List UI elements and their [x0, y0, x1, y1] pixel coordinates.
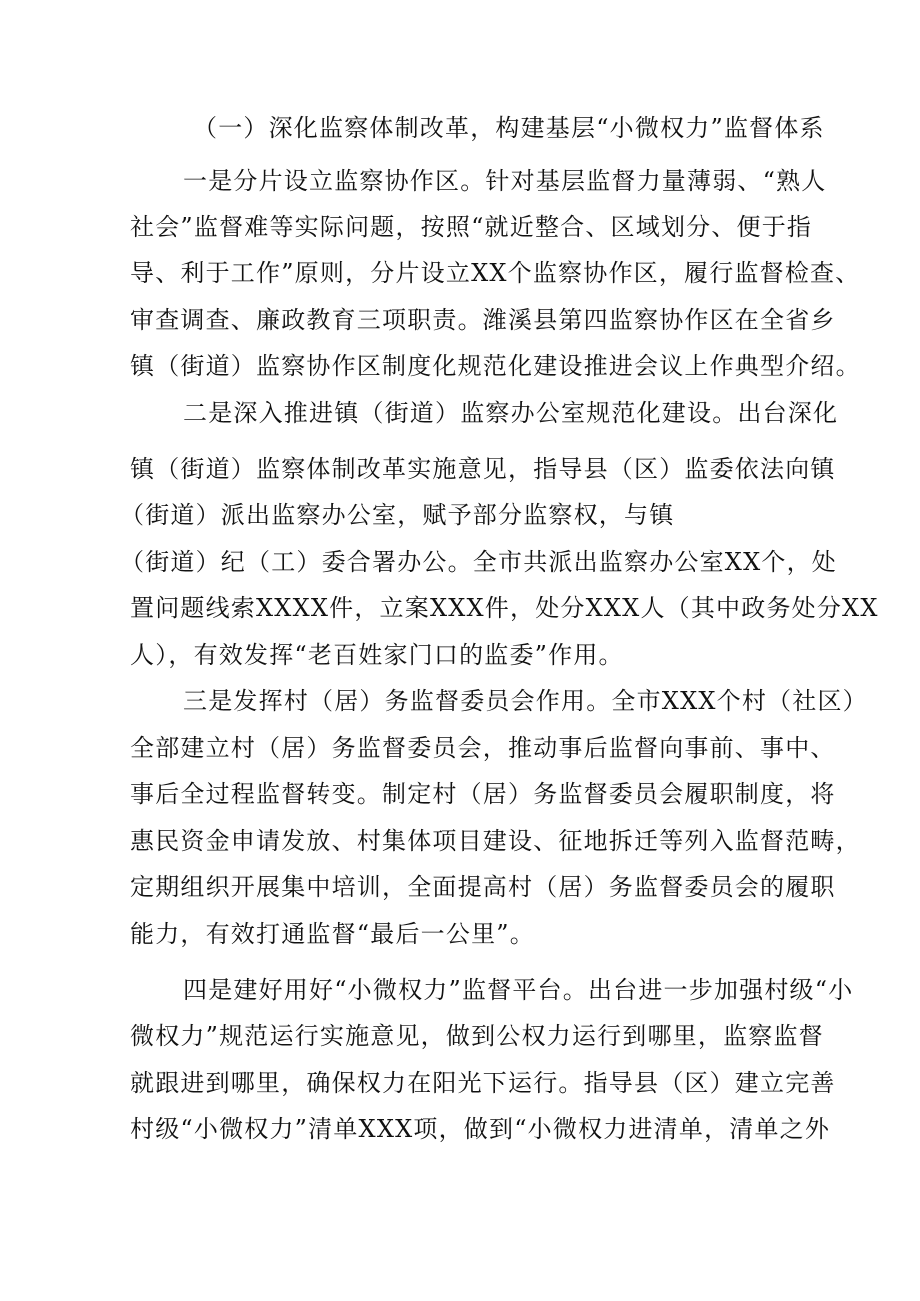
- paragraph-line: 三是发挥村（居）务监督委员会作用。全市XXX个村（社区）: [183, 687, 868, 715]
- paragraph-line: 全部建立村（居）务监督委员会，推动事后监督向事前、事中、: [130, 734, 836, 762]
- paragraph-line: 村级“小微权力”清单XXX项，做到“小微权力进清单，清单之外: [130, 1115, 831, 1143]
- section-heading: （一）深化监察体制改革，构建基层“小微权力”监督体系: [193, 114, 825, 142]
- paragraph-line: 置问题线索XXXX件，立案XXX件，处分XXX人（其中政务处分XX: [130, 594, 879, 622]
- paragraph-line: 镇（街道）监察协作区制度化规范化建设推进会议上作典型介绍。: [130, 352, 861, 380]
- paragraph-line: 社会”监督难等实际问题，按照“就近整合、区域划分、便于指: [130, 213, 813, 241]
- paragraph-line: 人），有效发挥“老百姓家门口的监委”作用。: [130, 641, 624, 669]
- paragraph-line: 能力，有效打通监督“最后一公里”。: [130, 920, 535, 948]
- paragraph-line: 事后全过程监督转变。制定村（居）务监督委员会履职制度，将: [130, 780, 836, 808]
- paragraph-line: 审查调查、廉政教育三项职责。潍溪县第四监察协作区在全省乡: [130, 306, 836, 334]
- paragraph-line: 定期组织开展集中培训，全面提高村（居）务监督委员会的履职: [130, 873, 836, 901]
- paragraph-line: 二是深入推进镇（街道）监察办公室规范化建设。出台深化: [183, 399, 839, 427]
- paragraph-line: 镇（街道）监察体制改革实施意见，指导县（区）监委依法向镇: [130, 455, 836, 483]
- paragraph-line: 就跟进到哪里，确保权力在阳光下运行。指导县（区）建立完善: [130, 1069, 836, 1097]
- paragraph-line: 四是建好用好“小微权力”监督平台。出台进一步加强村级“小: [183, 976, 854, 1004]
- paragraph-line: 微权力”规范运行实施意见，做到公权力运行到哪里，监察监督: [130, 1022, 824, 1050]
- paragraph-line: 惠民资金申请发放、村集体项目建设、征地拆迁等列入监督范畴，: [130, 827, 861, 855]
- paragraph-line: 导、利于工作”原则，分片设立XX个监察协作区，履行监督检查、: [130, 259, 861, 287]
- paragraph-line: （街道）派出监察办公室，赋予部分监察权，与镇: [120, 501, 675, 529]
- paragraph-line: 一是分片设立监察协作区。针对基层监督力量薄弱、“熟人: [183, 167, 827, 195]
- paragraph-line: （街道）纪（工）委合署办公。全市共派出监察办公室XX个，处: [120, 548, 837, 576]
